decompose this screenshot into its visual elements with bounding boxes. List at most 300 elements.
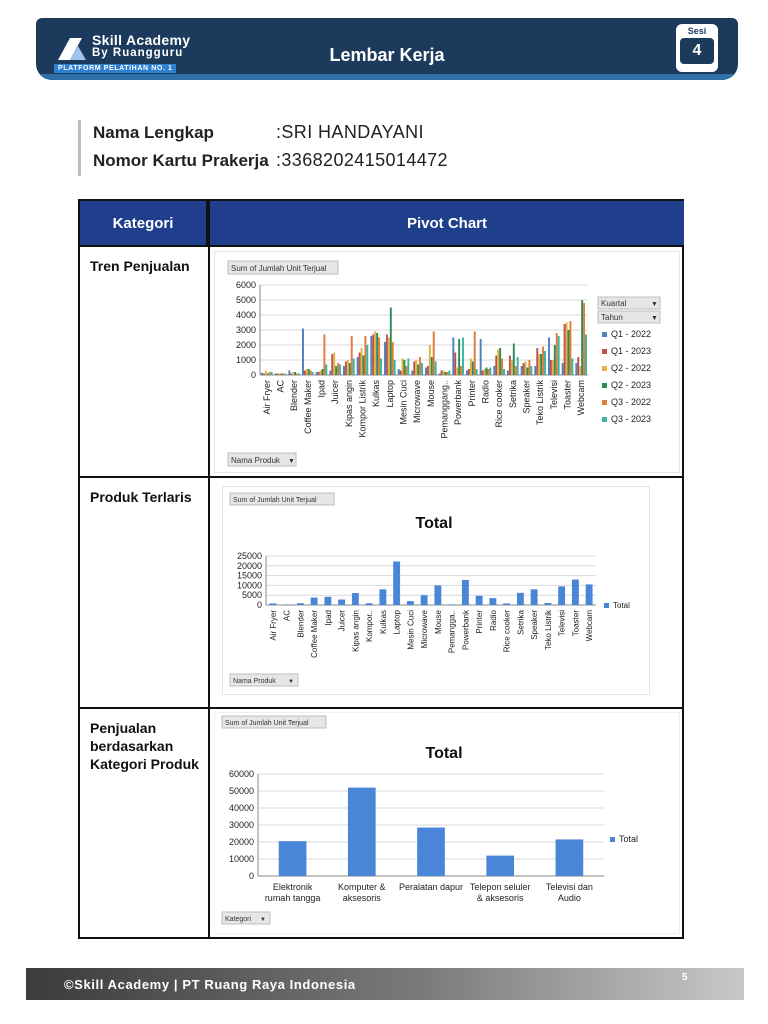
bar	[294, 372, 296, 375]
bar	[566, 323, 568, 376]
x-category-label: Elektronik	[272, 882, 313, 892]
bar	[536, 348, 538, 375]
bar	[349, 363, 351, 375]
x-category-label: Microwave	[420, 610, 430, 649]
y-tick-label: 40000	[228, 803, 254, 813]
dropdown-arrow-icon: ▼	[260, 917, 266, 923]
bar	[331, 354, 333, 375]
chart-title: Total	[425, 745, 463, 762]
x-category-label: aksesoris	[342, 893, 381, 903]
y-tick-label: 0	[250, 370, 256, 380]
card-row	[78, 148, 448, 176]
x-category-label: Mesin Cuci	[406, 610, 416, 650]
bar	[552, 360, 554, 375]
y-tick-label: 0	[256, 600, 262, 610]
x-category-label: Microwave	[412, 380, 423, 424]
bar	[581, 300, 583, 375]
bar	[348, 788, 376, 876]
bar	[337, 363, 339, 375]
bar	[531, 589, 538, 605]
bar	[511, 360, 513, 375]
bar	[462, 580, 469, 605]
legend-swatch	[602, 332, 607, 337]
bar	[577, 357, 579, 375]
y-tick-label: 2000	[235, 340, 256, 350]
dropdown-arrow-icon: ▼	[288, 458, 295, 465]
bar	[265, 371, 267, 376]
bar	[564, 324, 566, 375]
legend-label: Q3 - 2023	[611, 414, 652, 424]
brand-tagline: PLATFORM PELATIHAN NO. 1	[54, 64, 176, 73]
bar	[290, 374, 292, 376]
bar	[558, 586, 565, 605]
x-category-label: Komputer &	[338, 882, 386, 892]
x-category-label: Webcam	[576, 380, 587, 416]
bar	[544, 603, 551, 605]
bar	[579, 366, 581, 375]
name-row	[78, 120, 424, 148]
x-category-label: Rice cooker	[494, 380, 505, 428]
bar	[269, 603, 276, 605]
bar	[427, 366, 429, 375]
session-number: 4	[680, 38, 714, 64]
bar	[572, 580, 579, 605]
bar	[279, 374, 281, 376]
bar	[370, 336, 372, 375]
page-title: Lembar Kerja	[329, 45, 445, 65]
x-category-label: Telepon seluler	[469, 882, 531, 892]
x-category-label: rumah tangga	[264, 893, 321, 903]
x-category-label: Blender	[296, 610, 306, 638]
y-tick-label: 25000	[236, 551, 262, 561]
card-label: Nomor Kartu Prakerja	[93, 151, 269, 170]
x-category-label: Blender	[289, 380, 300, 412]
bar	[484, 369, 486, 375]
bar	[322, 369, 324, 375]
bar	[308, 369, 310, 375]
bar	[487, 369, 489, 375]
bar	[366, 345, 368, 375]
bar	[284, 374, 286, 376]
bar	[558, 336, 560, 375]
bar	[378, 338, 380, 376]
x-category-label: Kompor..	[365, 610, 375, 643]
bar	[393, 561, 400, 605]
x-category-label: AC	[282, 610, 292, 622]
y-tick-label: 6000	[235, 280, 256, 290]
dropdown-arrow-icon: ▼	[651, 301, 658, 308]
bar	[456, 368, 458, 376]
x-category-label: Powerbank	[461, 610, 471, 651]
bar	[407, 359, 409, 376]
name-value: :SRI HANDAYANI	[276, 122, 424, 142]
bar	[405, 366, 407, 375]
bar	[386, 335, 388, 376]
bar	[569, 321, 571, 375]
category-sales-chart	[214, 712, 680, 934]
x-category-label: Speaker	[530, 610, 540, 640]
legend-label: Q2 - 2023	[611, 380, 652, 390]
category-column-header: Kategori	[80, 201, 208, 245]
y-tick-label: 10000	[228, 854, 254, 864]
bar	[470, 359, 472, 376]
bar	[441, 371, 443, 376]
bar	[540, 354, 542, 375]
bar	[417, 365, 419, 376]
bar	[292, 372, 294, 375]
x-category-label: Televisi	[557, 610, 567, 637]
category-label-bestseller: Produk Terlaris	[90, 489, 192, 505]
bar	[575, 363, 577, 375]
x-category-label: Rice cooker	[502, 610, 512, 653]
bar	[417, 828, 445, 876]
dropdown-arrow-icon: ▼	[651, 315, 658, 322]
y-tick-label: 1000	[235, 355, 256, 365]
x-category-label: Air Fryer	[261, 380, 272, 415]
row-divider	[80, 245, 682, 247]
value-field-label: Sum of Jumlah Unit Terjual	[233, 497, 317, 504]
card-value: :3368202415014472	[276, 150, 448, 170]
axis-field-label: Kategori	[225, 916, 252, 923]
bar	[311, 598, 318, 605]
bar	[583, 303, 585, 375]
bar	[297, 603, 304, 605]
bar	[476, 596, 483, 605]
bar	[379, 589, 386, 605]
name-label: Nama Lengkap	[93, 123, 214, 142]
bar	[468, 369, 470, 375]
footer-copyright: ©Skill Academy | PT Ruang Raya Indonesia	[64, 977, 356, 992]
x-category-label: Mouse	[425, 380, 436, 408]
x-category-label: Coffee Maker	[302, 380, 313, 434]
bar	[495, 356, 497, 376]
x-category-label: Mouse	[433, 610, 443, 635]
x-category-label: Peralatan dapur	[398, 882, 464, 892]
y-tick-label: 5000	[235, 295, 256, 305]
bar	[446, 372, 448, 375]
bar	[501, 359, 503, 376]
bar	[376, 333, 378, 375]
bar	[530, 366, 532, 375]
bar	[525, 362, 527, 376]
y-tick-label: 30000	[228, 820, 254, 830]
bar	[345, 362, 347, 376]
bar	[429, 345, 431, 375]
x-category-label: Juicer	[330, 380, 341, 405]
x-category-label: Printer	[466, 380, 477, 407]
legend-swatch	[610, 837, 615, 842]
bar	[275, 374, 277, 376]
bar	[466, 371, 468, 376]
bar	[318, 372, 320, 375]
x-category-label: Audio	[557, 893, 581, 903]
bar	[390, 308, 392, 376]
legend-swatch	[602, 383, 607, 388]
x-category-label: Kompor Listrik	[357, 380, 368, 438]
x-category-label: Speaker	[521, 380, 532, 414]
x-category-label: Mesin Cuci	[398, 380, 409, 425]
category-label-by-category: Penjualan berdasarkan Kategori Produk	[90, 720, 199, 772]
bar	[458, 339, 460, 375]
bar	[527, 368, 529, 376]
bar	[585, 335, 587, 376]
x-category-label: Teko Listrik	[535, 380, 546, 426]
legend-swatch	[602, 349, 607, 354]
bar	[398, 369, 400, 375]
bar	[448, 604, 455, 605]
bar	[534, 366, 536, 375]
x-category-label: Laptop	[392, 610, 402, 635]
bar	[267, 374, 269, 376]
bar	[562, 363, 564, 375]
bar	[497, 350, 499, 376]
x-category-label: Teko Listrik	[543, 610, 553, 651]
bar	[271, 372, 273, 375]
x-category-label: Radio	[488, 610, 498, 631]
bar	[296, 374, 298, 376]
x-category-label: Pemangga..	[447, 610, 457, 654]
bar	[338, 600, 345, 605]
x-category-label: Webcam	[585, 610, 595, 642]
bar	[448, 371, 450, 376]
bar	[528, 360, 530, 375]
bar	[279, 841, 307, 876]
bar	[282, 374, 284, 376]
bar	[343, 366, 345, 375]
bar	[571, 359, 573, 376]
bar	[503, 369, 505, 375]
bar	[325, 365, 327, 376]
bar	[425, 368, 427, 376]
x-category-label: Laptop	[384, 380, 395, 408]
bar	[384, 342, 386, 375]
legend-label: Q3 - 2022	[611, 397, 652, 407]
bar	[312, 372, 314, 375]
bar	[434, 585, 441, 605]
bar	[486, 856, 514, 876]
bar	[372, 335, 374, 376]
bar	[556, 839, 584, 876]
bar	[499, 348, 501, 375]
bar	[304, 371, 306, 376]
legend-label: Q2 - 2022	[611, 363, 652, 373]
bar	[517, 593, 524, 605]
bar	[404, 360, 406, 375]
bar	[435, 362, 437, 376]
bar	[489, 598, 496, 605]
bar	[421, 595, 428, 605]
bar	[352, 593, 359, 605]
bar	[586, 584, 593, 605]
bar	[380, 359, 382, 376]
x-category-label: Kipas angin	[351, 610, 361, 652]
bar	[517, 357, 519, 375]
bar	[554, 345, 556, 375]
bar	[503, 603, 510, 605]
bar	[413, 362, 415, 376]
bar	[460, 366, 462, 375]
bar	[302, 329, 304, 376]
category-label-trend: Tren Penjualan	[90, 258, 190, 274]
bar	[482, 371, 484, 376]
x-category-label: Setrika	[516, 610, 526, 635]
pivot-chart-column-header: Pivot Chart	[210, 201, 684, 245]
bar	[480, 339, 482, 375]
bar	[361, 348, 363, 375]
bar	[407, 601, 414, 605]
legend-swatch	[602, 417, 607, 422]
chart-title: Total	[415, 515, 453, 532]
y-tick-label: 10000	[236, 580, 262, 591]
bar	[454, 353, 456, 376]
bar	[320, 371, 322, 376]
bar	[472, 362, 474, 376]
session-badge	[676, 24, 718, 72]
axis-field-label: Nama Produk	[231, 456, 280, 465]
bar	[439, 374, 441, 376]
bar	[277, 374, 279, 376]
x-category-label: Pemanggang..	[439, 380, 450, 439]
bar	[310, 371, 312, 376]
bar	[489, 368, 491, 376]
x-category-label: Televisi	[548, 380, 559, 410]
bar	[324, 597, 331, 605]
bar	[445, 372, 447, 375]
bar	[359, 353, 361, 376]
bar	[493, 366, 495, 375]
bar	[261, 373, 263, 375]
sales-trend-chart	[214, 251, 680, 473]
bar	[507, 371, 509, 376]
x-category-label: Juicer	[337, 610, 347, 632]
bar	[443, 371, 445, 376]
bar	[542, 347, 544, 376]
bar	[431, 357, 433, 375]
bar	[357, 357, 359, 375]
bar	[476, 369, 478, 375]
x-category-label: Powerbank	[453, 380, 464, 426]
y-tick-label: 5000	[241, 590, 262, 601]
bar	[392, 342, 394, 375]
y-tick-label: 60000	[228, 769, 254, 779]
page-number: 5	[682, 972, 688, 983]
worksheet-table	[78, 199, 684, 939]
legend-label: Total	[619, 834, 639, 844]
bar	[366, 603, 373, 605]
legend-label: Total	[613, 601, 630, 610]
bar	[556, 333, 558, 375]
bar	[452, 338, 454, 376]
bar	[433, 332, 435, 376]
x-category-label: Kipas angin	[343, 380, 354, 428]
bar	[521, 366, 523, 375]
bar	[462, 338, 464, 376]
bar	[544, 351, 546, 375]
bar	[548, 338, 550, 376]
x-category-label: Toaster	[571, 610, 581, 637]
y-tick-label: 20000	[236, 560, 262, 571]
bar	[283, 604, 290, 605]
legend-label: Q1 - 2023	[611, 346, 652, 356]
bar	[374, 332, 376, 376]
bar	[568, 330, 570, 375]
y-tick-label: 0	[248, 871, 254, 881]
row-divider	[80, 476, 682, 478]
bar	[402, 359, 404, 376]
brand-subname: By Ruangguru	[92, 47, 184, 59]
bar	[263, 374, 265, 376]
bar	[269, 372, 271, 375]
best-selling-products-chart	[222, 486, 650, 695]
bar	[347, 360, 349, 375]
bar	[298, 374, 300, 376]
bar	[419, 357, 421, 375]
bar	[509, 356, 511, 376]
bar	[288, 371, 290, 376]
year-legend-label: Tahun	[601, 313, 623, 322]
x-category-label: Toaster	[562, 380, 573, 410]
y-tick-label: 3000	[235, 325, 256, 335]
bar	[400, 371, 402, 376]
bar	[388, 338, 390, 376]
bar	[351, 336, 353, 375]
bar	[333, 353, 335, 376]
y-tick-label: 4000	[235, 310, 256, 320]
identity-block	[78, 120, 448, 176]
value-field-label: Sum of Jumlah Unit Terjual	[225, 720, 309, 727]
bar	[538, 354, 540, 375]
axis-field-label: Nama Produk	[233, 678, 276, 685]
x-category-label: Kulkas	[378, 610, 388, 635]
y-tick-label: 20000	[228, 837, 254, 847]
x-category-label: Air Fryer	[268, 610, 278, 641]
dropdown-arrow-icon: ▼	[288, 679, 294, 685]
bar	[335, 366, 337, 375]
bar	[281, 374, 283, 376]
bar	[515, 366, 517, 375]
bar	[486, 368, 488, 376]
quarter-legend-label: Kuartal	[601, 299, 627, 308]
value-field-label: Sum of Jumlah Unit Terjual	[231, 264, 327, 273]
x-category-label: Televisi dan	[545, 882, 593, 892]
x-category-label: Printer	[475, 610, 485, 634]
brand-name: Skill Academy	[92, 32, 191, 48]
bar	[513, 344, 515, 376]
bar	[550, 360, 552, 375]
bar	[363, 356, 365, 376]
row-divider	[80, 707, 682, 709]
bar	[353, 359, 355, 376]
x-category-label: Radio	[480, 380, 491, 404]
bar	[421, 363, 423, 375]
bar	[329, 371, 331, 376]
x-category-label: Coffee Maker	[310, 610, 320, 658]
bar	[339, 365, 341, 376]
y-tick-label: 50000	[228, 786, 254, 796]
x-category-label: Ipad	[316, 380, 327, 398]
session-label: Sesi	[687, 26, 707, 36]
page-header	[36, 18, 738, 80]
column-divider	[208, 201, 210, 937]
bar	[316, 372, 318, 375]
x-category-label: Ipad	[323, 610, 333, 626]
bar	[415, 360, 417, 375]
y-tick-label: 15000	[236, 570, 262, 581]
bar	[474, 332, 476, 376]
x-category-label: Kulkas	[371, 380, 382, 408]
legend-swatch	[602, 366, 607, 371]
bar	[364, 336, 366, 375]
